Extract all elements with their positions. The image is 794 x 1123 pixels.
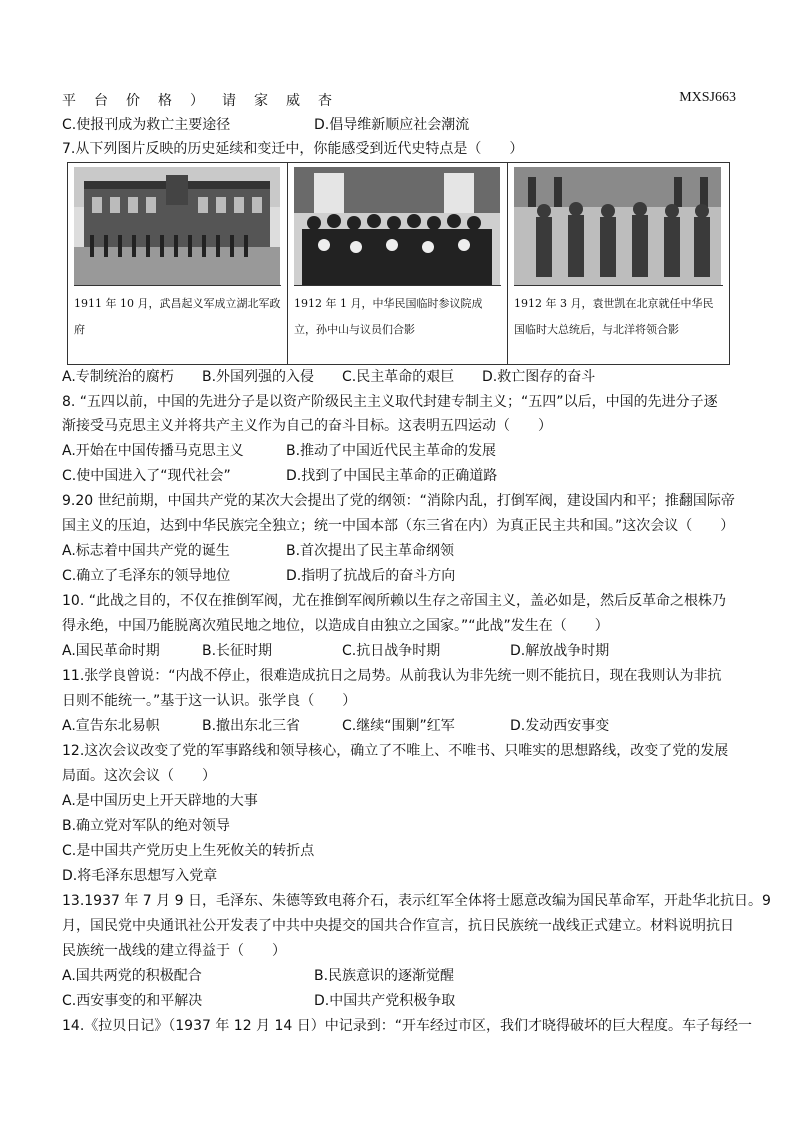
q6-option-c: C.使报刊成为救亡主要途径 bbox=[62, 117, 231, 133]
photo-provisional-senate bbox=[294, 167, 501, 286]
q11-option-d: D.发动西安事变 bbox=[510, 718, 610, 734]
q12-stem-line-2: 局面。这次会议（ ） bbox=[62, 768, 216, 784]
q7-cell-3 bbox=[508, 163, 729, 364]
q11-option-b: B.撤出东北三省 bbox=[202, 718, 301, 734]
q11-option-c: C.继续“围剿”红军 bbox=[342, 718, 455, 734]
document-code: MXSJ663 bbox=[679, 90, 736, 105]
q9-stem-line-2: 国主义的压迫，达到中华民族完全独立；统一中国本部（东三省在内）为真正民主共和国。”这次会议（ ） bbox=[62, 518, 735, 534]
q13-stem-line-2: 月，国民党中央通讯社公开发表了中共中央提交的国共合作宣言，抗日民族统一战线正式建立。材料说明抗日 bbox=[62, 918, 734, 934]
q7-option-d: D.救亡图存的奋斗 bbox=[482, 369, 596, 385]
q13-option-a: A.国共两党的积极配合 bbox=[62, 968, 202, 984]
q8-option-a: A.开始在中国传播马克思主义 bbox=[62, 443, 244, 459]
q9-option-a: A.标志着中国共产党的诞生 bbox=[62, 543, 230, 559]
q9-stem-line-1: 9.20 世纪前期，中国共产党的某次大会提出了党的纲领：“消除内乱，打倒军阀，建设国内和平；推翻国际帝 bbox=[62, 493, 735, 509]
q6-option-d: D.倡导维新顺应社会潮流 bbox=[314, 117, 470, 133]
q7-cell-2 bbox=[288, 163, 508, 364]
q14-stem-line-1: 14.《拉贝日记》（1937 年 12 月 14 日）中记录到：“开车经过市区，我们才晓得破坏的巨大程度。车子每经一 bbox=[62, 1018, 753, 1034]
q13-option-b: B.民族意识的逐渐觉醒 bbox=[314, 968, 455, 984]
q8-stem-line-1: 8. “五四以前，中国的先进分子是以资产阶级民主主义取代封建专制主义；“五四”以后，中国的先进分子逐 bbox=[62, 394, 718, 410]
q10-option-d: D.解放战争时期 bbox=[510, 643, 610, 659]
q11-stem-line-2: 日则不能统一。”基于这一认识。张学良（ ） bbox=[62, 693, 357, 709]
q9-option-d: D.指明了抗战后的奋斗方向 bbox=[286, 568, 456, 584]
q7-caption-1: 1911 年 10 月，武昌起义军成立湖北军政府 bbox=[74, 297, 281, 336]
q8-option-d: D.找到了中国民主革命的正确道路 bbox=[286, 468, 498, 484]
header-watermark-text: 平台价格）请家威杏 bbox=[62, 93, 350, 109]
q13-option-d: D.中国共产党积极争取 bbox=[314, 993, 456, 1009]
q10-option-c: C.抗日战争时期 bbox=[342, 643, 441, 659]
page-header bbox=[62, 90, 736, 110]
q10-stem-line-1: 10. “此战之目的，不仅在推倒军阀，尤在推倒军阀所赖以生存之帝国主义，盖必如是，然后反革命之根株乃 bbox=[62, 593, 726, 609]
photo-hubei-military-government bbox=[74, 167, 281, 286]
q7-image-table bbox=[67, 162, 730, 365]
q11-option-a: A.宣告东北易帜 bbox=[62, 718, 160, 734]
q10-stem-line-2: 得永绝，中国乃能脱离次殖民地之地位，以造成自由独立之国家。”“此战”发生在（ ） bbox=[62, 618, 609, 634]
q7-option-a: A.专制统治的腐朽 bbox=[62, 369, 174, 385]
q7-caption-2: 1912 年 1 月，中华民国临时参议院成立，孙中山与议员们合影 bbox=[294, 297, 483, 336]
photo-yuan-shikai-beiyang-generals bbox=[514, 167, 723, 286]
q7-option-b: B.外国列强的入侵 bbox=[202, 369, 315, 385]
q7-option-c: C.民主革命的艰巨 bbox=[342, 369, 455, 385]
q8-option-c: C.使中国进入了“现代社会” bbox=[62, 468, 231, 484]
q8-option-b: B.推动了中国近代民主革命的发展 bbox=[286, 443, 497, 459]
q10-option-a: A.国民革命时期 bbox=[62, 643, 160, 659]
q13-stem-line-3: 民族统一战线的建立得益于（ ） bbox=[62, 943, 286, 959]
q7-stem: 7.从下列图片反映的历史延续和变迁中，你能感受到近代史特点是（ ） bbox=[62, 141, 524, 157]
q9-option-b: B.首次提出了民主革命纲领 bbox=[286, 543, 455, 559]
q12-stem-line-1: 12.这次会议改变了党的军事路线和领导核心，确立了不唯上、不唯书、只唯实的思想路线，改变了党的发展 bbox=[62, 743, 729, 759]
q7-cell-1 bbox=[68, 163, 288, 364]
q12-option-b: B.确立党对军队的绝对领导 bbox=[62, 818, 231, 834]
q12-option-d: D.将毛泽东思想写入党章 bbox=[62, 868, 218, 884]
q13-option-c: C.西安事变的和平解决 bbox=[62, 993, 203, 1009]
q9-option-c: C.确立了毛泽东的领导地位 bbox=[62, 568, 231, 584]
q11-stem-line-1: 11.张学良曾说：“内战不停止，很难造成抗日之局势。从前我认为非先统一则不能抗日，现在我则认为非抗 bbox=[62, 668, 722, 684]
q12-option-a: A.是中国历史上开天辟地的大事 bbox=[62, 793, 258, 809]
q12-option-c: C.是中国共产党历史上生死攸关的转折点 bbox=[62, 843, 315, 859]
q7-caption-3: 1912 年 3 月，袁世凯在北京就任中华民国临时大总统后，与北洋将领合影 bbox=[514, 297, 714, 336]
q10-option-b: B.长征时期 bbox=[202, 643, 273, 659]
q8-stem-line-2: 渐接受马克思主义并将共产主义作为自己的奋斗目标。这表明五四运动（ ） bbox=[62, 418, 552, 434]
q13-stem-line-1: 13.1937 年 7 月 9 日，毛泽东、朱德等致电蒋介石，表示红军全体将士愿意改编为国民革命军，开赴华北抗日。9 bbox=[62, 893, 771, 909]
